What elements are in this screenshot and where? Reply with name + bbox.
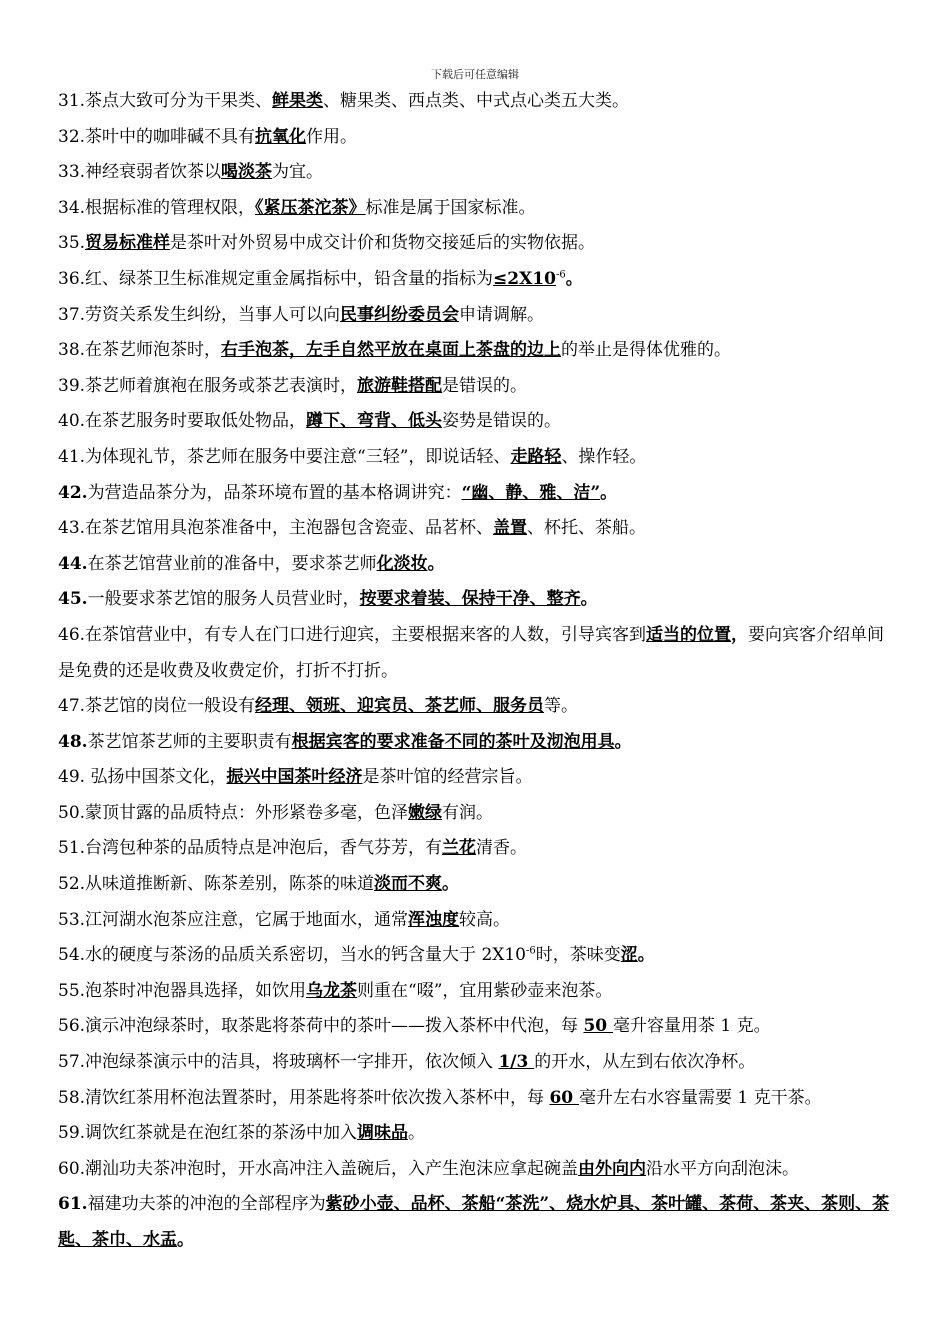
question-text: 演示冲泡绿茶时，取茶匙将茶荷中的茶叶——拨入茶杯中代泡，每 <box>85 1016 584 1037</box>
question-text: 申请调解。 <box>459 304 545 325</box>
question-text: 时，茶味变 <box>535 945 621 966</box>
answer-punctuation: 。 <box>177 1230 194 1250</box>
question-text: 作用。 <box>306 126 358 147</box>
question-number: 41. <box>58 446 86 467</box>
question-text: 台湾包种茶的品质特点是冲泡后，香气芬芳，有 <box>85 838 443 859</box>
superscript: -6 <box>526 945 536 957</box>
question-number: 60. <box>58 1158 86 1179</box>
question-number: 39. <box>58 375 86 396</box>
question-item <box>58 618 896 689</box>
question-text: 调饮红茶就是在泡红茶的茶汤中加入 <box>85 1123 358 1144</box>
question-text: 水的硬度与茶汤的品质关系密切，当水的钙含量大于 2X10 <box>85 945 526 966</box>
answer-text: 紫砂小壶、品杯、茶船“茶洗”、烧水炉具、茶叶罐、茶荷、茶夹、茶则、茶匙、茶巾、水盂 <box>58 1194 890 1250</box>
question-item <box>58 974 896 1010</box>
question-number: 33. <box>58 162 86 183</box>
question-text: 潮汕功夫茶冲泡时，开水高冲注入盖碗后，入产生泡沫应拿起碗盖 <box>85 1158 579 1179</box>
question-item <box>58 155 896 191</box>
question-number: 49. <box>58 767 86 788</box>
question-item <box>58 547 896 583</box>
question-text: 茶艺馆的岗位一般设有 <box>85 696 256 717</box>
question-item <box>58 903 896 939</box>
question-number: 45. <box>58 589 88 610</box>
answer-text: 50 <box>583 1016 614 1037</box>
question-item <box>58 262 896 298</box>
question-text: 江河湖水泡茶应注意，它属于地面水，通常 <box>85 909 409 930</box>
question-number: 58. <box>58 1087 86 1108</box>
question-text: 则重在“啜”，宜用紫砂壶来泡茶。 <box>357 980 613 1001</box>
question-text: 、糖果类、西点类、中式点心类五大类。 <box>323 91 630 111</box>
question-item <box>58 404 896 440</box>
question-item <box>58 1187 896 1258</box>
answer-text: 浑浊度 <box>408 909 460 930</box>
answer-punctuation: 。 <box>580 589 598 610</box>
question-text: 茶点大致可分为干果类、 <box>85 91 273 111</box>
question-item <box>58 369 896 405</box>
answer-text: 经理、领班、迎宾员、茶艺师、服务员 <box>255 696 545 717</box>
question-text: 清香。 <box>476 838 528 859</box>
question-number: 36. <box>58 268 86 289</box>
question-text: 福建功夫茶的冲泡的全部程序为 <box>87 1194 326 1215</box>
answer-text: 旅游鞋搭配 <box>357 375 443 396</box>
question-text: 、操作轻。 <box>561 446 647 467</box>
question-text: 茶叶中的咖啡碱不具有 <box>85 126 256 147</box>
answer-text: “幽、静、雅、洁” <box>461 482 601 503</box>
question-text: 等。 <box>544 696 579 717</box>
question-text: 一般要求茶艺馆的服务人员营业时， <box>87 589 360 610</box>
question-list <box>58 84 896 1259</box>
question-number: 61. <box>58 1194 88 1215</box>
question-number: 53. <box>58 909 86 930</box>
question-text: 毫升左右水容量需要 1 克干茶。 <box>579 1087 822 1108</box>
question-number: 32. <box>58 126 86 147</box>
question-text: 在茶艺师泡茶时， <box>85 340 222 361</box>
answer-text: 嫩绿 <box>408 802 443 823</box>
question-number: 31. <box>58 91 86 111</box>
question-item <box>58 1045 896 1081</box>
question-text: 的开水，从左到右依次净杯。 <box>534 1052 756 1073</box>
answer-text: 鲜果类 <box>272 91 324 111</box>
question-text: 茶艺师着旗袍在服务或茶艺表演时， <box>85 375 358 396</box>
question-item <box>58 476 896 512</box>
question-item <box>58 831 896 867</box>
question-text: 劳资关系发生纠纷，当事人可以向 <box>85 304 341 325</box>
question-number: 52. <box>58 874 86 895</box>
superscript: -6 <box>555 269 566 281</box>
question-text: 为营造品茶分为，品茶环境布置的基本格调讲究： <box>87 482 462 503</box>
question-text: 姿势是错误的。 <box>442 411 562 432</box>
question-text: 是茶叶馆的经营宗旨。 <box>362 767 533 788</box>
question-text: 根据标准的管理权限， <box>85 197 256 218</box>
answer-punctuation: 。 <box>427 553 445 574</box>
question-number: 38. <box>58 340 86 361</box>
question-item <box>58 511 896 547</box>
question-item <box>58 191 896 227</box>
question-text: 、杯托、茶船。 <box>527 518 647 539</box>
answer-text: 右手泡茶，左手自然平放在桌面上茶盘的边上 <box>221 340 562 361</box>
answer-text: 民事纠纷委员会 <box>340 304 460 325</box>
question-text: 要向宾客介绍单间是免费的还是收费及收费定价，打折不打折。 <box>58 624 885 681</box>
question-text: 较高。 <box>459 909 511 930</box>
question-number: 46. <box>58 624 86 645</box>
question-item <box>58 582 896 618</box>
page-header: 下载后可任意编辑 <box>431 68 519 81</box>
question-number: 34. <box>58 197 86 218</box>
answer-punctuation: 。 <box>565 268 583 289</box>
answer-punctuation: ， <box>731 624 749 645</box>
question-number: 40. <box>58 411 86 432</box>
question-text: 茶艺馆茶艺师的主要职责有 <box>87 731 292 752</box>
answer-punctuation: 。 <box>600 482 618 503</box>
answer-text: 1/3 <box>498 1052 535 1073</box>
answer-text: ≤2X10 <box>493 268 556 289</box>
answer-text: 贸易标准样 <box>85 233 171 254</box>
question-number: 48. <box>58 731 88 752</box>
question-text: 是错误的。 <box>442 375 528 396</box>
question-text: 在茶艺馆用具泡茶准备中，主泡器包含瓷壶、品茗杯、 <box>85 518 494 539</box>
answer-text: 抗氧化 <box>255 126 307 147</box>
question-item <box>58 796 896 832</box>
answer-text: 适当的位置 <box>646 624 732 645</box>
question-item <box>58 867 896 903</box>
answer-text: 由外向内 <box>578 1158 647 1179</box>
question-item <box>58 1152 896 1188</box>
question-text: 沿水平方向刮泡沫。 <box>646 1158 800 1179</box>
answer-text: 走路轻 <box>510 446 562 467</box>
answer-text: 振兴中国茶叶经济 <box>226 767 363 788</box>
question-item <box>58 760 896 796</box>
question-number: 50. <box>58 802 86 823</box>
question-text: 泡茶时冲泡器具选择，如饮用 <box>85 980 307 1001</box>
question-text: 清饮红茶用杯泡法置茶时，用茶匙将茶叶依次拨入茶杯中，每 <box>85 1087 550 1108</box>
answer-text: 化淡妆 <box>376 553 428 574</box>
answer-punctuation: 。 <box>637 945 655 966</box>
question-number: 44. <box>58 553 88 574</box>
question-item <box>58 689 896 725</box>
answer-text: 调味品 <box>357 1123 409 1144</box>
answer-text: 喝淡茶 <box>221 162 273 183</box>
question-text: 的举止是得体优雅的。 <box>561 340 732 361</box>
question-text: 在茶艺服务时要取低处物品， <box>85 411 307 432</box>
question-text: 红、绿茶卫生标准规定重金属指标中，铅含量的指标为 <box>85 268 494 289</box>
question-text: 在茶艺馆营业前的准备中，要求茶艺师 <box>87 553 377 574</box>
question-text: 为宜。 <box>272 162 324 183</box>
question-item <box>58 938 896 974</box>
question-item <box>58 226 896 262</box>
answer-text: 盖置 <box>493 518 528 539</box>
answer-text: 兰花 <box>442 838 477 859</box>
question-number: 47. <box>58 696 86 717</box>
question-number: 59. <box>58 1123 86 1144</box>
question-number: 57. <box>58 1052 86 1073</box>
question-item <box>58 298 896 334</box>
question-number: 55. <box>58 980 86 1001</box>
question-item <box>58 440 896 476</box>
question-item <box>58 1116 896 1152</box>
question-item <box>58 84 896 120</box>
question-number: 54. <box>58 945 86 966</box>
question-text: 标准是属于国家标准。 <box>365 197 536 218</box>
question-number: 43. <box>58 518 86 539</box>
question-text: 。 <box>408 1123 426 1144</box>
answer-text: 涩 <box>620 945 638 966</box>
answer-text: 乌龙茶 <box>306 980 358 1001</box>
question-text: 是茶叶对外贸易中成交计价和货物交接延后的实物依据。 <box>170 233 596 254</box>
answer-text: 《紧压茶沱茶》 <box>255 197 366 218</box>
question-number: 42. <box>58 482 88 503</box>
answer-punctuation: 。 <box>614 731 632 752</box>
question-text: 从味道推断新、陈茶差别，陈茶的味道 <box>85 874 375 895</box>
answer-punctuation: 。 <box>442 874 460 895</box>
question-text: 蒙顶甘露的品质特点：外形紧卷多毫，色泽 <box>85 802 409 823</box>
question-text: 为体现礼节，茶艺师在服务中要注意“三轻”，即说话轻、 <box>85 446 511 467</box>
question-number: 51. <box>58 838 86 859</box>
question-text: 冲泡绿茶演示中的洁具，将玻璃杯一字排开，依次倾入 <box>85 1052 499 1073</box>
question-text: 在茶馆营业中，有专人在门口进行迎宾，主要根据来客的人数，引导宾客到 <box>85 624 647 645</box>
question-item <box>58 725 896 761</box>
question-number: 56. <box>58 1016 86 1037</box>
question-item <box>58 1009 896 1045</box>
question-text: 毫升容量用茶 1 克。 <box>613 1016 771 1037</box>
question-number: 35. <box>58 233 86 254</box>
answer-text: 淡而不爽 <box>374 874 443 895</box>
question-text: 神经衰弱者饮茶以 <box>85 162 222 183</box>
answer-text: 蹲下、弯背、低头 <box>306 411 443 432</box>
question-text: 弘扬中国茶文化， <box>85 767 227 788</box>
question-item <box>58 333 896 369</box>
question-text: 有润。 <box>442 802 494 823</box>
answer-text: 根据宾客的要求准备不同的茶叶及沏泡用具 <box>291 731 615 752</box>
answer-text: 60 <box>549 1087 580 1108</box>
question-item <box>58 1081 896 1117</box>
answer-text: 按要求着装、保持干净、整齐 <box>359 589 581 610</box>
question-number: 37. <box>58 304 86 325</box>
question-item <box>58 120 896 156</box>
